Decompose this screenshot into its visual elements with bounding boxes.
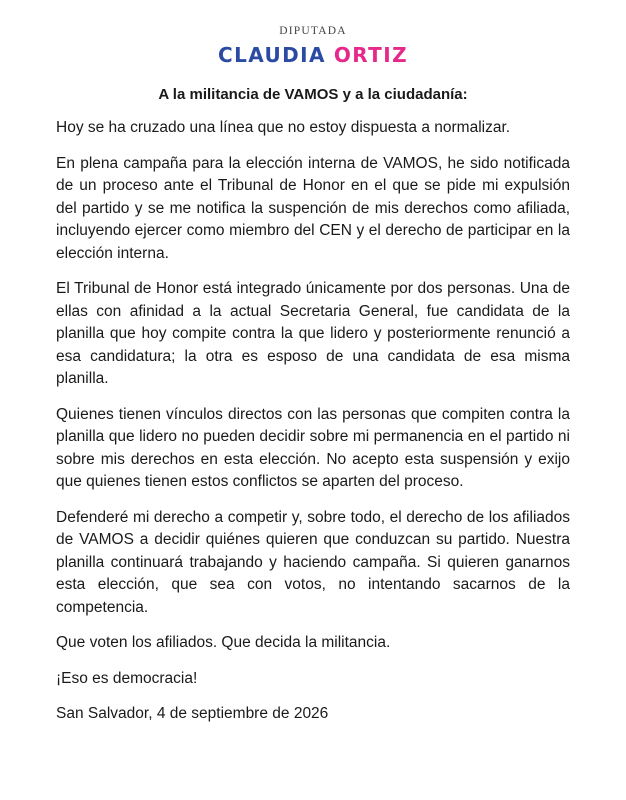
paragraph: Que voten los afiliados. Que decida la militancia. <box>56 634 391 651</box>
closing-exclamation: ¡Eso es democracia! <box>56 669 198 687</box>
letter-body <box>56 117 570 726</box>
paragraph: Defenderé mi derecho a competir y, sobre todo, el derecho de los afiliados de VAMOS a decidir quiénes quieren que conduzcan su partido. Nuestra planilla continuará trabajando y haciendo campaña. Si quieren ganarnos esta elección, que sea con votos, no intentando sacarnos de la competencia. <box>56 508 570 616</box>
letterhead-first-name: CLAUDIA <box>218 43 326 67</box>
letterhead-name <box>56 43 570 67</box>
place-and-date: San Salvador, 4 de septiembre de 2026 <box>56 705 329 722</box>
paragraph: Quienes tienen vínculos directos con las personas que compiten contra la planilla que lidero no pueden decidir sobre mi permanencia en el partido ni sobre mis derechos en esta elección. No acepto esta suspensión y exijo que quienes tienen estos conflictos se aparten del proceso. <box>56 405 570 490</box>
paragraph: Hoy se ha cruzado una línea que no estoy dispuesta a normalizar. <box>56 119 511 136</box>
paragraph: En plena campaña para la elección interna de VAMOS, he sido notificada de un proceso ante el Tribunal de Honor en el que se pide mi expulsión del partido y se me notifica la suspención de mis derechos como afiliada, incluyendo ejercer como miembro del CEN y el derecho de participar en la elección interna. <box>56 154 570 262</box>
letterhead-last-name: ORTIZ <box>333 43 408 67</box>
letterhead <box>56 0 570 67</box>
letterhead-title: DIPUTADA <box>279 25 347 37</box>
paragraph: El Tribunal de Honor está integrado únicamente por dos personas. Una de ellas con afinidad a la actual Secretaria General, fue candidata de la planilla que hoy compite contra la que lidero y posteriormente renunció a esa candidatura; la otra es esposo de una candidata de esa misma planilla. <box>56 280 570 387</box>
salutation: A la militancia de VAMOS y a la ciudadanía: <box>158 86 468 103</box>
